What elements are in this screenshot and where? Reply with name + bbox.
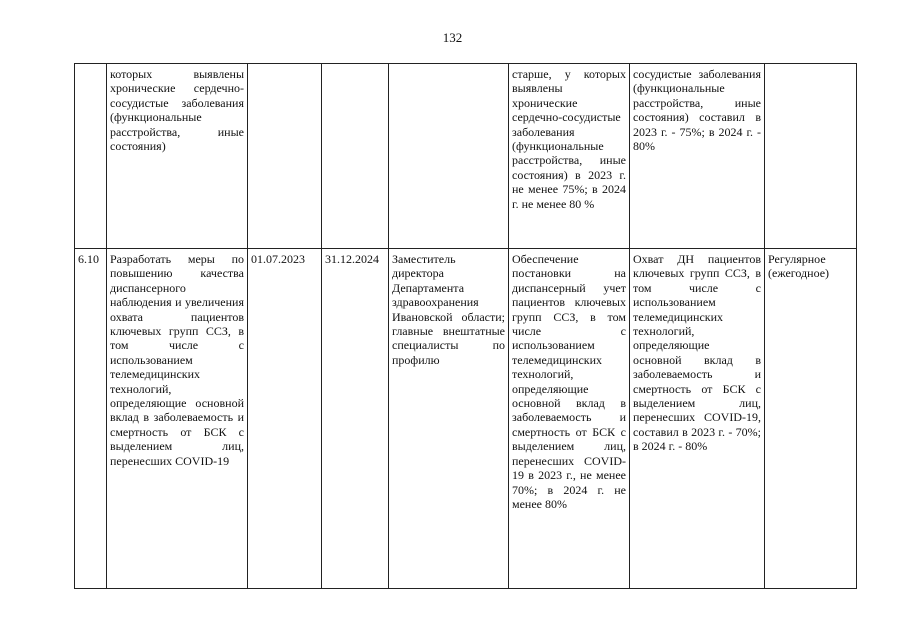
cell-end-date: 31.12.2024 xyxy=(322,249,389,589)
cell-number: 6.10 xyxy=(75,249,107,589)
cell-number xyxy=(75,64,107,249)
cell-periodicity: Регулярное (ежегодное) xyxy=(765,249,857,589)
cell-end-date xyxy=(322,64,389,249)
cell-result: старше, у которых выявлены хронические сердечно-сосудистые заболевания (функциональные расстройства, иные состояния) в 2023 г. не менее 75%; в 2024 г. не менее 80 % xyxy=(509,64,630,249)
cell-responsible xyxy=(389,64,509,249)
cell-measure: которых выявлены хронические сердечно-сосудистые заболевания (функциональные расстройства, иные состояния) xyxy=(107,64,248,249)
measures-table xyxy=(74,63,857,589)
cell-start-date: 01.07.2023 xyxy=(248,249,322,589)
cell-indicator: сосудистые заболевания (функциональные расстройства, иные состояния) составил в 2023 г. - 75%; в 2024 г. - 80% xyxy=(630,64,765,249)
cell-responsible: Заместитель директора Департамента здравоохранения Ивановской области; главные внештатные специалисты по профилю xyxy=(389,249,509,589)
cell-measure: Разработать меры по повышению качества диспансерного наблюдения и увеличения охвата пациентов ключевых групп ССЗ, в том числе с использованием телемедицинских технологий, определяющие основной вклад в заболеваемость и смертность от БСК с выделением лиц, перенесших COVID-19 xyxy=(107,249,248,589)
cell-result: Обеспечение постановки на диспансерный учет пациентов ключевых групп ССЗ, в том числе с использованием телемедицинских технологий, определяющие основной вклад в заболеваемость и смертность от БСК с выделением лиц, перенесших COVID-19 в 2023 г., не менее 70%; в 2024 г. не менее 80% xyxy=(509,249,630,589)
table-row xyxy=(75,64,857,249)
cell-start-date xyxy=(248,64,322,249)
cell-indicator: Охват ДН пациентов ключевых групп ССЗ, в том числе с использованием телемедицинских технологий, определяющие основной вклад в заболеваемость и смертность от БСК с выделением лиц, перенесших COVID-19, составил в 2023 г. - 70%; в 2024 г. - 80% xyxy=(630,249,765,589)
table-row xyxy=(75,249,857,589)
page-number: 132 xyxy=(442,30,463,45)
cell-periodicity xyxy=(765,64,857,249)
